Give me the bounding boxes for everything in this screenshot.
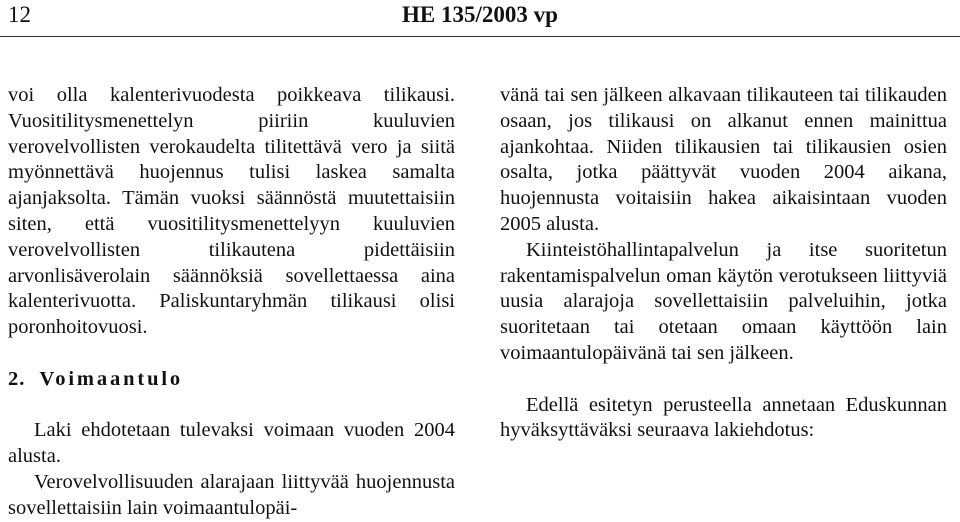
right-paragraph-2: Kiinteistöhallintapalvelun ja itse suoritetun rakentamispalvelun oman käytön verotukseen liittyviä uusia alarajoja sovellettaisiin palveluihin, jotka suoritetaan tai otetaan omaan käyttöön lain voimaantulopäivänä tai sen jälkeen. (500, 238, 947, 364)
spacer (8, 341, 455, 367)
section-heading (8, 367, 455, 393)
left-paragraph-1: voi olla kalenterivuodesta poikkeava tilikausi. Vuositilitysmenettelyn piiriin kuuluvien verovelvollisten verokaudelta tilitettävä vero ja siitä myönnettävä huojennus tulisi laskea samalta ajanjaksolta. Tämän vuoksi säännöstä muutettaisiin siten, että vuositilitysmenettelyyn kuuluvien verovelvollisten tilikautena pidettäisiin arvonlisäverolain säännöksiä sovellettaessa aina kalenterivuotta. Paliskuntaryhmän tilikausi olisi poronhoitovuosi. (8, 84, 455, 339)
page-number: 12 (8, 2, 31, 27)
document-id: HE 135/2003 vp (402, 2, 558, 27)
spacer (8, 393, 455, 419)
page-header (0, 0, 960, 34)
right-column (500, 83, 947, 444)
left-paragraph-3: Verovelvollisuuden alarajaan liittyvää huojennusta sovellettaisiin lain voimaantulopäi- (8, 470, 455, 519)
spacer (500, 367, 947, 393)
right-paragraph-3: Edellä esitetyn perusteella annetaan Eduskunnan hyväksyttäväksi seuraava lakiehdotus: (500, 393, 947, 442)
left-column (8, 83, 455, 522)
left-paragraph-2: Laki ehdotetaan tulevaksi voimaan vuoden 2004 alusta. (8, 419, 455, 468)
section-number: 2. (8, 367, 26, 390)
header-rule (0, 36, 960, 37)
right-paragraph-1: vänä tai sen jälkeen alkavaan tilikauteen tai tilikauden osaan, jos tilikausi on alkanut ennen mainittua ajankohtaa. Niiden tilikausien tai tilikausien osien osalta, jotka päättyvät vuoden 2004 aikana, huojennusta voitaisiin hakea aikaisintaan vuoden 2005 alusta. (500, 84, 947, 235)
section-title: Voimaantulo (39, 367, 184, 390)
